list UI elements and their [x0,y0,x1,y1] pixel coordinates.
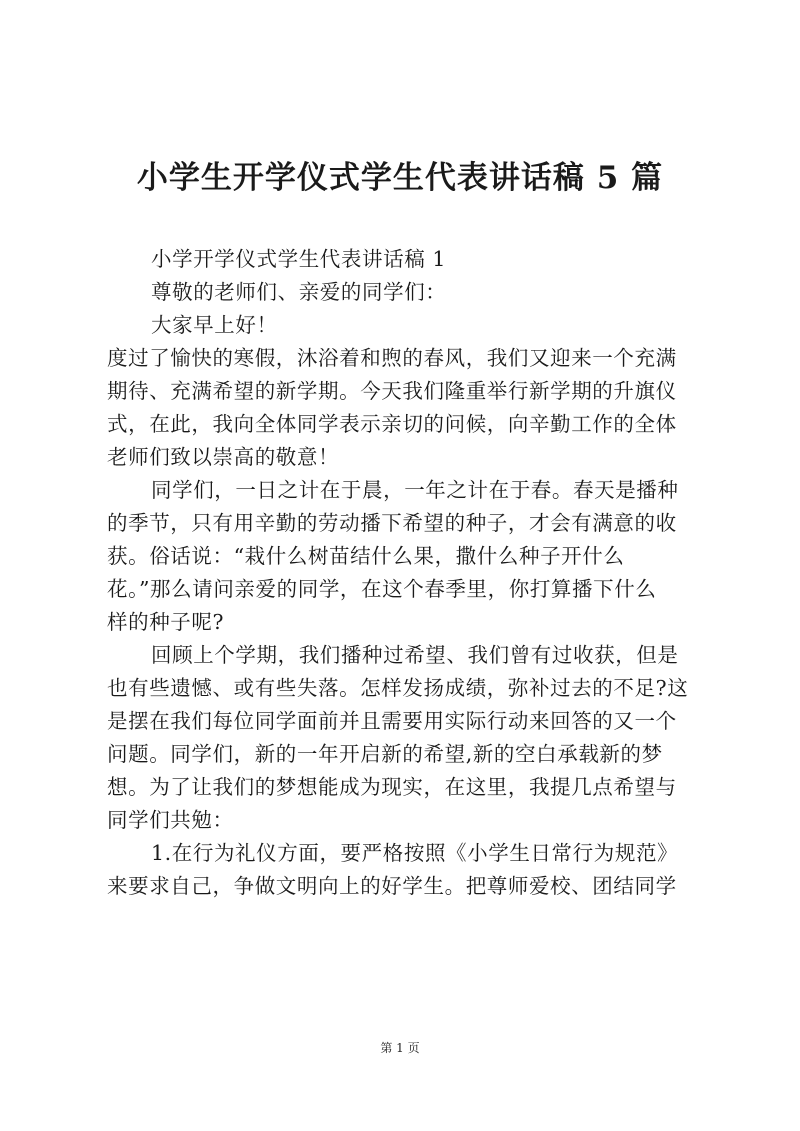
paragraph-line: 花。”那么请问亲爱的同学，在这个春季里，你打算播下什么 [107,577,657,601]
salutation: 尊敬的老师们、亲爱的同学们： [151,280,447,304]
paragraph-line: 想。为了让我们的梦想能成为现实，在这里，我提几点希望与 [107,775,677,799]
paragraph-line: 的季节，只有用辛勤的劳动播下希望的种子，才会有满意的收 [107,511,677,535]
paragraph-line: 问题。同学们，新的一年开启新的希望,新的空白承载新的梦 [107,742,663,766]
paragraph-line: 也有些遗憾、或有些失落。怎样发扬成绩，弥补过去的不足?这 [107,676,689,700]
section-heading: 小学开学仪式学生代表讲话稿 1 [151,247,447,271]
document-title: 小学生开学仪式学生代表讲话稿 5 篇 [136,160,664,196]
paragraph-line: 回顾上个学期，我们播种过希望、我们曾有过收获，但是 [151,643,679,667]
paragraph-line: 老师们致以崇高的敬意！ [107,445,340,469]
paragraph-line: 期待、充满希望的新学期。今天我们隆重举行新学期的升旗仪 [107,379,677,403]
greeting: 大家早上好！ [151,313,278,337]
paragraph-line: 同学们，一日之计在于晨，一年之计在于春。春天是播种 [151,478,679,502]
paragraph-line: 是摆在我们每位同学面前并且需要用实际行动来回答的又一个 [107,709,677,733]
page-number: 第 1 页 [380,1041,420,1055]
paragraph-line: 来要求自己，争做文明向上的好学生。把尊师爱校、团结同学 [107,874,677,898]
paragraph-line: 1.在行为礼仪方面，要严格按照《小学生日常行为规范》 [151,841,679,865]
paragraph-line: 样的种子呢? [107,610,225,634]
paragraph-line: 度过了愉快的寒假，沐浴着和煦的春风，我们又迎来一个充满 [107,346,677,370]
paragraph-line: 式，在此，我向全体同学表示亲切的问候，向辛勤工作的全体 [107,412,677,436]
paragraph-line: 同学们共勉： [107,808,234,832]
document-body [107,243,692,903]
paragraph-line: 获。俗话说：“栽什么树苗结什么果，撒什么种子开什么 [107,544,625,568]
